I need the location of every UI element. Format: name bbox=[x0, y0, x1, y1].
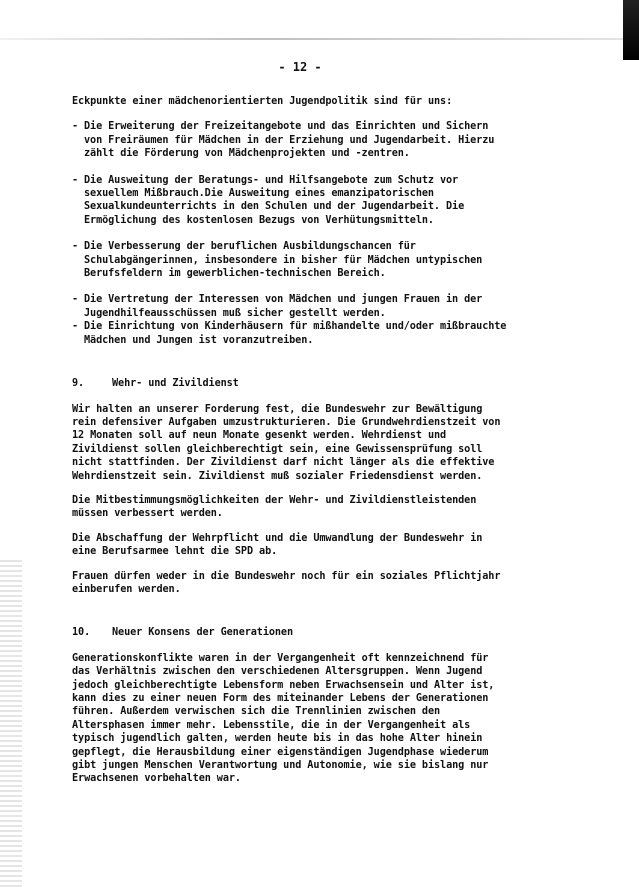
section-heading-9 bbox=[72, 377, 512, 390]
section-number: 9. bbox=[72, 378, 85, 390]
paragraph: Generationskonflikte waren in der Vergangenheit oft kennzeichnend für das Verhältnis zwischen den verschiedenen Altersgruppen. Wenn Jugend jedoch gleichberechtigte Lebensform neben Erwachsensein und Alter ist, kann dies zu einer neuen Form des miteinander Lebens der Generationen führen. Außerdem verwischen sich die Trennlinien zwischen den Altersphasen immer mehr. Lebensstile, die in der Vergangenheit als typisch jugendlich galten, werden heute bis in das hohe Alter hinein gepflegt, die Herausbildung einer eigenständigen Jugendphase wiederum gibt jungen Menschen Verantwortung und Autonomie, wie sie bislang nur Erwachsenen vorbehalten war. bbox=[72, 652, 495, 785]
page-number: - 12 - bbox=[278, 60, 322, 74]
paragraph: Frauen dürfen weder in die Bundeswehr noch für ein soziales Pflichtjahr einberufen werden. bbox=[72, 570, 501, 595]
paragraph: Die Mitbestimmungsmöglichkeiten der Wehr- und Zivildienstleistenden müssen verbessert werden. bbox=[72, 494, 477, 520]
demands-list bbox=[72, 120, 512, 347]
section-heading-10 bbox=[72, 626, 512, 639]
list-item: - Die Ausweitung der Beratungs- und Hilfsangebote zum Schutz vor sexuellem Mißbrauch.Die Ausweitung eines emanzipatorischen Sexualkundeunterrichts in den Schulen und der Jugendarbeit. Die Ermöglichung des kostenlosen Bezugs von Verhütungsmitteln. bbox=[72, 174, 512, 228]
scan-edge-right bbox=[623, 0, 639, 60]
list-item: - Die Einrichtung von Kinderhäusern für mißhandelte und/oder mißbrauchte Mädchen und Jungen ist voranzutreiben. bbox=[72, 320, 512, 347]
section-title: Neuer Konsens der Generationen bbox=[112, 627, 294, 639]
scan-edge-left bbox=[0, 560, 22, 887]
list-item: - Die Erweiterung der Freizeitangebote und das Einrichten und Sichern von Freiräumen für Mädchen in der Erziehung und Jugendarbeit. Hierzu zählt die Förderung von Mädchenprojekten und -zentren. bbox=[72, 120, 512, 160]
list-item: - Die Vertretung der Interessen von Mädchen und jungen Frauen in der Jugendhilfeausschüssen muß sicher gestellt werden. bbox=[72, 293, 512, 320]
list-item: - Die Verbesserung der beruflichen Ausbildungschancen für Schulabgängerinnen, insbesondere in bisher für Mädchen untypischen Berufsfeldern im gewerblichen-technischen Bereich. bbox=[72, 240, 512, 280]
document-body bbox=[72, 95, 512, 797]
paragraph: Die Abschaffung der Wehrpflicht und die Umwandlung der Bundeswehr in eine Berufsarmee lehnt die SPD ab. bbox=[72, 532, 483, 558]
section-number: 10. bbox=[72, 627, 91, 639]
scan-edge-top bbox=[0, 38, 639, 40]
paragraph: Wir halten an unserer Forderung fest, die Bundeswehr zur Bewältigung rein defensiver Aufgaben umzustrukturieren. Die Grundwehrdienstzeit von 12 Monaten soll auf neun Monate gesenkt werden. Wehrdienst und Zivildienst sollen gleichberechtigt sein, eine Gewissensprüfung soll nicht stattfinden. Der Zivildienst darf nicht länger als die effektive Wehrdienstzeit sein. Zivildienst muß sozialer Friedensdienst werden. bbox=[72, 403, 501, 482]
section-title: Wehr- und Zivildienst bbox=[112, 378, 239, 390]
intro-text: Eckpunkte einer mädchenorientierten Jugendpolitik sind für uns: bbox=[72, 96, 453, 107]
